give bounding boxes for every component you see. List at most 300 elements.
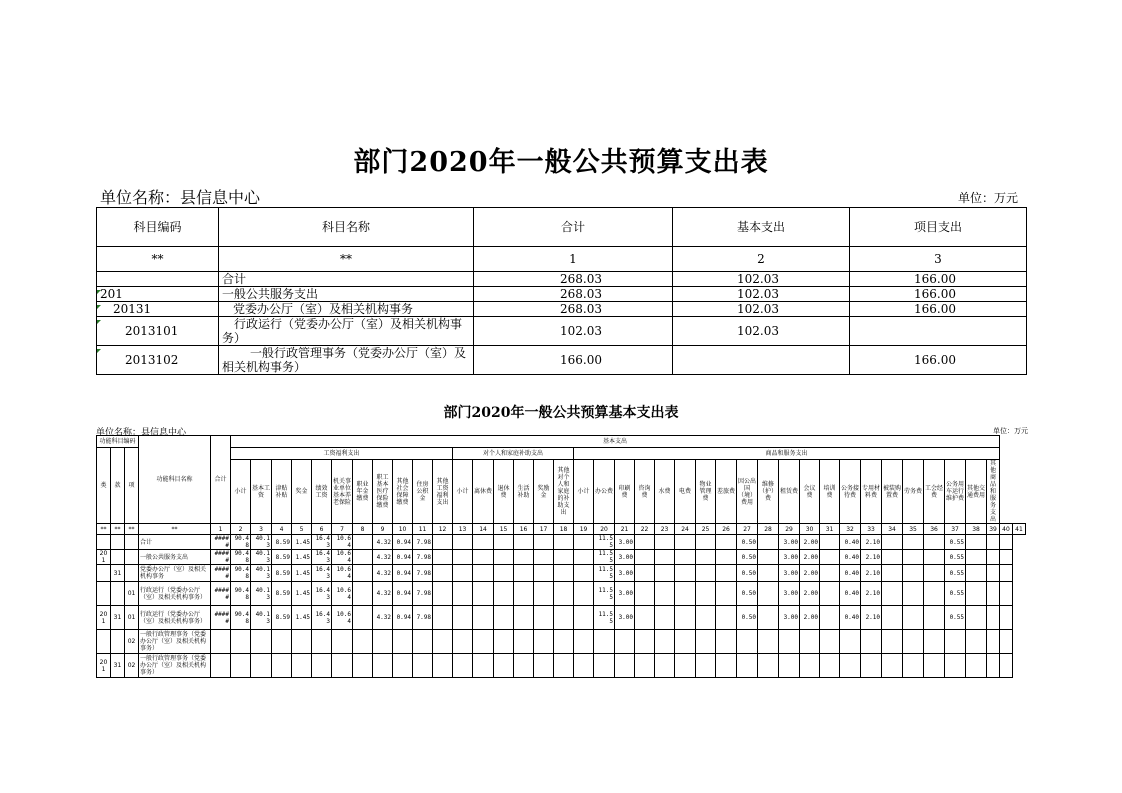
value-cell — [453, 630, 473, 654]
cell-note-marker-icon — [97, 305, 101, 309]
value-cell — [820, 582, 840, 606]
value-cell — [554, 654, 574, 678]
index-cell: 38 — [966, 524, 987, 535]
value-cell: 4.32 — [373, 606, 393, 630]
index-cell: 14 — [473, 524, 494, 535]
value-cell: 90.48 — [231, 565, 251, 582]
value-cell: 90.48 — [231, 582, 251, 606]
xiang-cell — [125, 535, 139, 550]
index-cell: 8 — [353, 524, 373, 535]
value-cell — [615, 630, 635, 654]
value-cell — [574, 654, 594, 678]
value-cell: 10.64 — [332, 550, 353, 565]
header-cell: 工资福利支出 — [231, 448, 453, 460]
value-cell: 11.55 — [594, 582, 615, 606]
value-cell: 40.13 — [251, 582, 272, 606]
value-cell: 3.00 — [779, 535, 800, 550]
value-cell — [758, 606, 779, 630]
value-cell — [353, 565, 373, 582]
value-cell — [987, 630, 1000, 654]
header-cell: 基本支出 — [673, 208, 850, 247]
lei-cell — [97, 582, 111, 606]
table-header-row — [97, 208, 1027, 247]
value-cell: 0.94 — [393, 582, 413, 606]
header-cell: 款 — [111, 448, 125, 524]
value-cell — [820, 630, 840, 654]
sub-header-cell: 专用材料费 — [861, 460, 882, 524]
value-cell: 4.32 — [373, 550, 393, 565]
value-cell — [1000, 550, 1013, 565]
value-cell — [861, 654, 882, 678]
project-cell — [850, 317, 1027, 346]
value-cell — [987, 550, 1000, 565]
index-cell: 39 — [987, 524, 1000, 535]
project-cell: 166.00 — [850, 272, 1027, 287]
value-cell: 3.00 — [779, 565, 800, 582]
value-cell — [716, 630, 737, 654]
value-cell — [534, 565, 554, 582]
value-cell — [882, 550, 903, 565]
table-index-row — [97, 524, 1026, 535]
table-header-row — [97, 448, 1026, 460]
value-cell — [494, 550, 514, 565]
value-cell — [514, 654, 534, 678]
sub-header-cell: 小计 — [231, 460, 251, 524]
value-cell — [393, 630, 413, 654]
value-cell — [332, 630, 353, 654]
value-cell — [453, 565, 473, 582]
value-cell — [554, 535, 574, 550]
value-cell — [433, 606, 453, 630]
index-cell: 5 — [292, 524, 312, 535]
value-cell: 90.48 — [231, 606, 251, 630]
index-cell: 26 — [716, 524, 737, 535]
total-cell: 268.03 — [474, 287, 673, 302]
value-cell: 3.00 — [615, 606, 635, 630]
basic-cell: 102.03 — [673, 272, 850, 287]
value-cell — [554, 606, 574, 630]
code-cell: 201 — [97, 287, 219, 302]
index-cell: 30 — [800, 524, 820, 535]
index-cell: 24 — [675, 524, 696, 535]
name-cell: 合计 — [219, 272, 474, 287]
sub-header-cell: 办公费 — [594, 460, 615, 524]
value-cell — [534, 606, 554, 630]
value-cell — [514, 535, 534, 550]
sub-header-cell: 离休费 — [473, 460, 494, 524]
name-cell: 一般公共服务支出 — [219, 287, 474, 302]
lei-cell: 201 — [97, 654, 111, 678]
value-cell — [473, 630, 494, 654]
basic-cell: 102.03 — [673, 317, 850, 346]
value-cell: 3.00 — [779, 550, 800, 565]
value-cell — [554, 565, 574, 582]
sub-header-cell: 其他交通费用 — [966, 460, 987, 524]
name-cell: 一般行政管理事务（党委办公厅（室）及相关机构事务） — [219, 346, 474, 375]
header-cell: 功能科目编码 — [97, 436, 139, 448]
project-cell: 166.00 — [850, 302, 1027, 317]
index-cell: 22 — [635, 524, 655, 535]
value-cell — [716, 565, 737, 582]
value-cell — [514, 550, 534, 565]
header-cell: 科目名称 — [219, 208, 474, 247]
index-cell: 4 — [272, 524, 292, 535]
value-cell — [987, 565, 1000, 582]
basic-expenditure-table — [96, 435, 1026, 678]
value-cell — [966, 550, 987, 565]
index-cell: 12 — [433, 524, 453, 535]
value-cell — [353, 654, 373, 678]
index-cell: 20 — [594, 524, 615, 535]
value-cell: ##### — [211, 606, 231, 630]
value-cell: 3.00 — [615, 582, 635, 606]
value-cell — [758, 565, 779, 582]
value-cell — [332, 654, 353, 678]
sub-header-cell: 小计 — [453, 460, 473, 524]
value-cell: 4.32 — [373, 535, 393, 550]
value-cell — [453, 606, 473, 630]
value-cell — [820, 606, 840, 630]
value-cell — [945, 630, 966, 654]
table-row — [97, 630, 1026, 654]
value-cell — [903, 630, 924, 654]
index-cell: 18 — [554, 524, 574, 535]
value-cell — [353, 606, 373, 630]
value-cell — [737, 630, 758, 654]
value-cell: 10.64 — [332, 582, 353, 606]
value-cell — [800, 630, 820, 654]
table-row — [97, 346, 1027, 375]
header-cell: 功能科目名称 — [139, 436, 211, 524]
value-cell — [924, 550, 945, 565]
value-cell — [534, 582, 554, 606]
value-cell: 40.13 — [251, 535, 272, 550]
index-cell: 9 — [373, 524, 393, 535]
value-cell — [554, 630, 574, 654]
value-cell: 0.50 — [737, 582, 758, 606]
value-cell — [433, 535, 453, 550]
value-cell — [453, 535, 473, 550]
value-cell — [882, 565, 903, 582]
value-cell — [820, 550, 840, 565]
xiang-cell: 02 — [125, 654, 139, 678]
value-cell — [882, 654, 903, 678]
sub-header-cell: 奖金 — [292, 460, 312, 524]
value-cell: 0.55 — [945, 565, 966, 582]
index-cell: 11 — [413, 524, 433, 535]
sub-header-cell: 职业年金缴费 — [353, 460, 373, 524]
kuan-cell: 31 — [111, 606, 125, 630]
index-cell: 36 — [924, 524, 945, 535]
value-cell — [675, 606, 696, 630]
value-cell — [272, 654, 292, 678]
value-cell — [779, 630, 800, 654]
value-cell — [1000, 606, 1013, 630]
name-cell: 行政运行（党委办公厅（室）及相关机构事务） — [139, 606, 211, 630]
value-cell — [494, 630, 514, 654]
value-cell — [594, 630, 615, 654]
value-cell — [473, 535, 494, 550]
xiang-cell: 01 — [125, 606, 139, 630]
value-cell — [1000, 654, 1013, 678]
sub-header-cell: 公务接待费 — [840, 460, 861, 524]
value-cell — [433, 582, 453, 606]
value-cell — [655, 565, 675, 582]
value-cell — [433, 630, 453, 654]
value-cell: 7.98 — [413, 582, 433, 606]
value-cell: 0.40 — [840, 606, 861, 630]
value-cell — [675, 550, 696, 565]
sub-header-cell: 培训费 — [820, 460, 840, 524]
sub-header-cell: 物业管理费 — [696, 460, 716, 524]
value-cell — [758, 630, 779, 654]
value-cell — [211, 630, 231, 654]
value-cell: 10.64 — [332, 606, 353, 630]
sub-header-cell: 住房公积金 — [413, 460, 433, 524]
value-cell — [758, 582, 779, 606]
header-cell: 合计 — [211, 436, 231, 524]
value-cell — [514, 565, 534, 582]
header-cell: 对个人和家庭补助支出 — [453, 448, 574, 460]
value-cell — [393, 654, 413, 678]
sub-header-cell: 公务用车运行维护费 — [945, 460, 966, 524]
value-cell: 2.10 — [861, 565, 882, 582]
value-cell: 0.40 — [840, 565, 861, 582]
sub-header-cell: 其他对个人和家庭的补助支出 — [554, 460, 574, 524]
value-cell: 3.00 — [779, 606, 800, 630]
value-cell: ##### — [211, 535, 231, 550]
lei-cell: 201 — [97, 606, 111, 630]
project-cell: 166.00 — [850, 287, 1027, 302]
index-cell: 6 — [312, 524, 332, 535]
value-cell: 1.45 — [292, 550, 312, 565]
sub-header-cell: 职工基本医疗保险缴费 — [373, 460, 393, 524]
value-cell: 2.00 — [800, 565, 820, 582]
sub-header-cell: 绩效工资 — [312, 460, 332, 524]
value-cell — [574, 582, 594, 606]
index-cell: ** — [97, 524, 111, 535]
value-cell — [312, 630, 332, 654]
index-cell: ** — [111, 524, 125, 535]
header-cell: 合计 — [474, 208, 673, 247]
value-cell — [758, 535, 779, 550]
value-cell — [820, 535, 840, 550]
currency-unit-label: 单位：万元 — [993, 427, 1028, 435]
header-cell: 类 — [97, 448, 111, 524]
value-cell — [696, 582, 716, 606]
value-cell: 16.43 — [312, 606, 332, 630]
value-cell: 0.40 — [840, 582, 861, 606]
value-cell — [494, 565, 514, 582]
value-cell: ##### — [211, 582, 231, 606]
value-cell — [924, 606, 945, 630]
value-cell — [882, 630, 903, 654]
index-cell: 37 — [945, 524, 966, 535]
index-cell: 32 — [840, 524, 861, 535]
value-cell — [473, 606, 494, 630]
basic-cell: 102.03 — [673, 302, 850, 317]
value-cell — [534, 535, 554, 550]
value-cell — [574, 535, 594, 550]
table-row — [97, 582, 1026, 606]
value-cell — [903, 606, 924, 630]
value-cell — [534, 654, 554, 678]
table-row — [97, 606, 1026, 630]
sub-header-cell: 工会经费 — [924, 460, 945, 524]
name-cell: 党委办公厅（室）及相关机构事务 — [139, 565, 211, 582]
total-cell: 166.00 — [474, 346, 673, 375]
index-cell: 10 — [393, 524, 413, 535]
value-cell — [373, 654, 393, 678]
kuan-cell — [111, 582, 125, 606]
table-row — [97, 287, 1027, 302]
value-cell — [292, 654, 312, 678]
value-cell: 2.10 — [861, 606, 882, 630]
value-cell — [353, 630, 373, 654]
value-cell: 0.94 — [393, 550, 413, 565]
sub-header-cell: 其他社会保障缴费 — [393, 460, 413, 524]
sub-header-cell: 退休费 — [494, 460, 514, 524]
value-cell — [987, 535, 1000, 550]
value-cell: 7.98 — [413, 550, 433, 565]
lei-cell — [97, 630, 111, 654]
value-cell — [840, 630, 861, 654]
value-cell: 90.48 — [231, 535, 251, 550]
value-cell — [574, 550, 594, 565]
index-cell: ** — [139, 524, 211, 535]
sub-header-cell: 水费 — [655, 460, 675, 524]
value-cell — [903, 582, 924, 606]
index-cell: 2 — [673, 247, 850, 272]
index-cell: ** — [125, 524, 139, 535]
value-cell — [453, 550, 473, 565]
value-cell — [675, 582, 696, 606]
value-cell: 10.64 — [332, 535, 353, 550]
value-cell: 11.55 — [594, 550, 615, 565]
basic-cell — [673, 346, 850, 375]
value-cell — [820, 565, 840, 582]
sub-header-cell: 维修（护）费 — [758, 460, 779, 524]
value-cell — [882, 582, 903, 606]
value-cell: 8.59 — [272, 550, 292, 565]
xiang-cell: 02 — [125, 630, 139, 654]
sub-header-cell: 被装购置费 — [882, 460, 903, 524]
table-row — [97, 317, 1027, 346]
value-cell: 8.59 — [272, 535, 292, 550]
kuan-cell — [111, 630, 125, 654]
value-cell — [655, 582, 675, 606]
lei-cell: 201 — [97, 550, 111, 565]
value-cell: 40.13 — [251, 606, 272, 630]
value-cell — [945, 654, 966, 678]
budget-expenditure-table — [96, 207, 1027, 375]
value-cell — [413, 630, 433, 654]
value-cell — [924, 582, 945, 606]
value-cell — [758, 654, 779, 678]
value-cell: 3.00 — [615, 550, 635, 565]
value-cell: 0.94 — [393, 606, 413, 630]
value-cell: 40.13 — [251, 550, 272, 565]
value-cell: 1.45 — [292, 565, 312, 582]
value-cell — [292, 630, 312, 654]
index-cell: 19 — [574, 524, 594, 535]
total-cell: 268.03 — [474, 272, 673, 287]
value-cell — [655, 550, 675, 565]
value-cell — [494, 606, 514, 630]
value-cell: 3.00 — [779, 582, 800, 606]
sub-header-cell: 劳务费 — [903, 460, 924, 524]
value-cell: 2.10 — [861, 582, 882, 606]
value-cell — [1000, 535, 1013, 550]
index-cell: 21 — [615, 524, 635, 535]
value-cell: 8.59 — [272, 582, 292, 606]
value-cell — [903, 550, 924, 565]
value-cell — [231, 630, 251, 654]
value-cell — [882, 606, 903, 630]
cell-note-marker-icon — [97, 320, 101, 324]
sub-header-cell: 咨询费 — [635, 460, 655, 524]
table-row — [97, 272, 1027, 287]
value-cell — [966, 565, 987, 582]
value-cell — [696, 550, 716, 565]
sub-header-cell: 因公出国（境）费用 — [737, 460, 758, 524]
index-cell: 15 — [494, 524, 514, 535]
value-cell — [924, 535, 945, 550]
value-cell — [655, 535, 675, 550]
project-cell: 166.00 — [850, 346, 1027, 375]
value-cell — [373, 630, 393, 654]
index-cell: 13 — [453, 524, 473, 535]
value-cell — [966, 606, 987, 630]
value-cell: 11.55 — [594, 565, 615, 582]
header-cell: 商品和服务支出 — [574, 448, 1000, 460]
value-cell — [453, 654, 473, 678]
section-title: 部门2020年一般公共预算基本支出表 — [443, 405, 679, 421]
index-cell: 7 — [332, 524, 353, 535]
kuan-cell: 31 — [111, 654, 125, 678]
table-row — [97, 550, 1026, 565]
table-row — [97, 535, 1026, 550]
value-cell — [574, 565, 594, 582]
value-cell — [514, 582, 534, 606]
value-cell — [635, 550, 655, 565]
value-cell — [554, 550, 574, 565]
value-cell — [635, 654, 655, 678]
value-cell — [716, 582, 737, 606]
value-cell — [473, 654, 494, 678]
index-cell: 17 — [534, 524, 554, 535]
name-cell: 一般行政管理事务（党委办公厅（室）及相关机构事务） — [139, 654, 211, 678]
index-cell: 41 — [1012, 524, 1025, 535]
sub-header-cell: 其他商品和服务支出 — [987, 460, 1000, 524]
value-cell: 11.55 — [594, 606, 615, 630]
name-cell: 行政运行（党委办公厅（室）及相关机构事务） — [139, 582, 211, 606]
value-cell: 2.00 — [800, 550, 820, 565]
value-cell — [635, 582, 655, 606]
lei-cell — [97, 565, 111, 582]
value-cell: 3.00 — [615, 565, 635, 582]
value-cell — [1000, 565, 1013, 582]
header-cell: 项目支出 — [850, 208, 1027, 247]
value-cell — [737, 654, 758, 678]
basic-cell: 102.03 — [673, 287, 850, 302]
sub-header-cell: 小计 — [574, 460, 594, 524]
unit-name-label: 单位名称：县信息中心 — [96, 428, 187, 438]
value-cell — [494, 535, 514, 550]
xiang-cell — [125, 565, 139, 582]
name-cell: 一般公共服务支出 — [139, 550, 211, 565]
table-header-row — [97, 436, 1026, 448]
